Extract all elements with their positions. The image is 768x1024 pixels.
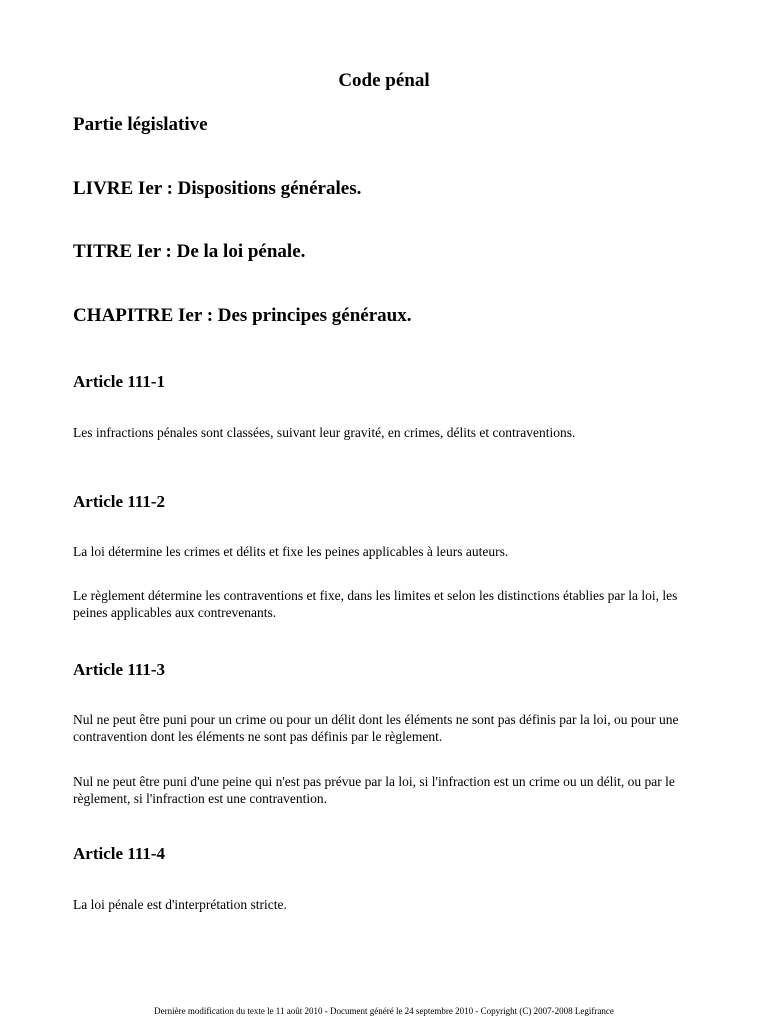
article-paragraph: Nul ne peut être puni pour un crime ou pour un délit dont les éléments ne sont pas définis par la loi, ou pour une contravention dont les éléments ne sont pas définis par le règlement. [73, 712, 679, 744]
document-title: Code pénal [338, 70, 430, 91]
article-title: Article 111-4 [73, 844, 166, 863]
titre-heading: TITRE Ier : De la loi pénale. [73, 241, 306, 262]
article-paragraph: La loi détermine les crimes et délits et fixe les peines applicables à leurs auteurs. [73, 544, 509, 559]
article-title: Article 111-1 [73, 372, 166, 391]
article-title: Article 111-2 [73, 492, 166, 511]
article-paragraph: Les infractions pénales sont classées, suivant leur gravité, en crimes, délits et contraventions. [73, 425, 576, 440]
article-paragraph: Le règlement détermine les contraventions et fixe, dans les limites et selon les distinctions établies par la loi, les peines applicables aux contrevenants. [73, 588, 678, 620]
article-paragraph: La loi pénale est d'interprétation stricte. [73, 897, 287, 912]
article-paragraph: Nul ne peut être puni d'une peine qui n'est pas prévue par la loi, si l'infraction est un crime ou un délit, ou par le règlement, si l'infraction est une contravention. [73, 774, 675, 806]
page-footer: Dernière modification du texte le 11 août 2010 - Document généré le 24 septembre 2010 - Copyright (C) 2007-2008 Legifrance [154, 1006, 614, 1016]
livre-heading: LIVRE Ier : Dispositions générales. [73, 178, 362, 199]
chapitre-heading: CHAPITRE Ier : Des principes généraux. [73, 305, 412, 326]
partie-heading: Partie législative [73, 114, 208, 135]
article-title: Article 111-3 [73, 660, 166, 679]
